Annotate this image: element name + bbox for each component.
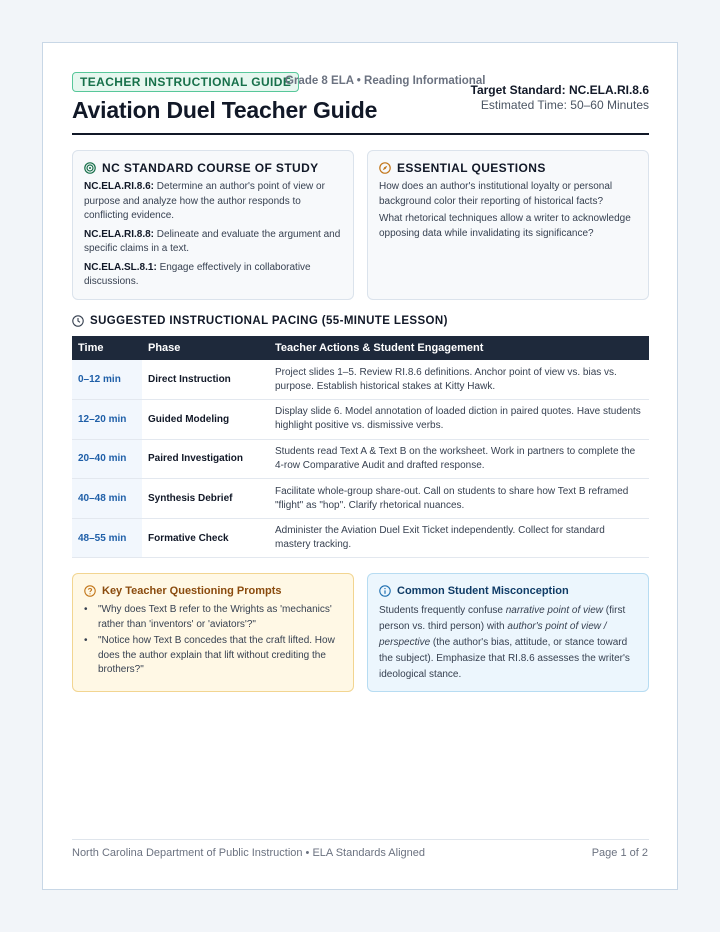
misconception-card: [367, 573, 649, 692]
column-header-actions: Teacher Actions & Student Engagement: [269, 336, 649, 360]
questions-heading: [379, 161, 546, 175]
phase-cell: Direct Instruction: [142, 360, 269, 400]
misconception-term: author's point of view / perspective: [379, 621, 607, 648]
column-header-phase: Phase: [142, 336, 269, 360]
misconception-text: [379, 603, 634, 683]
action-cell: Students read Text A & Text B on the worksheet. Work in partners to complete the 4-row Comparative Audit and drafted response.: [269, 439, 649, 479]
misconception-heading: [379, 585, 569, 597]
pacing-heading-text: SUGGESTED INSTRUCTIONAL PACING (55-MINUTE LESSON): [90, 315, 448, 327]
page-title: Aviation Duel Teacher Guide: [72, 97, 378, 123]
essential-question: What rhetorical techniques allow a writer to acknowledge opposing data while invalidating its significance?: [379, 213, 631, 239]
action-cell: Administer the Aviation Duel Exit Ticket independently. Collect for standard mastery tracking.: [269, 518, 649, 558]
standard-text: Determine an author's point of view or purpose and analyze how the author responds to conflicting evidence.: [84, 181, 325, 221]
prompts-heading: [84, 585, 282, 597]
page-header: [72, 71, 649, 135]
phase-cell: Formative Check: [142, 518, 269, 558]
list-item: • "Why does Text B refer to the Wrights as 'mechanics' rather than 'inventors' or 'aviators'?": [84, 603, 339, 632]
questioning-prompts-card: [72, 573, 354, 692]
essential-question: How does an author's institutional loyalty or personal background color their reporting of historical facts?: [379, 181, 613, 207]
phase-cell: Synthesis Debrief: [142, 479, 269, 519]
phase-cell: Guided Modeling: [142, 400, 269, 440]
table-row: [72, 518, 649, 558]
time-cell: 48–55 min: [72, 518, 142, 558]
estimated-time: Estimated Time: 50–60 Minutes: [480, 98, 649, 112]
standard-text: Engage effectively in collaborative discussions.: [84, 261, 311, 287]
pacing-table: [72, 336, 649, 558]
action-cell: Facilitate whole-group share-out. Call on students to share how Text B reframed "flight" as "hop". Clarify rhetorical nuances.: [269, 479, 649, 519]
grade-label: Grade 8 ELA • Reading Informational: [285, 75, 486, 87]
questions-heading-text: ESSENTIAL QUESTIONS: [397, 161, 546, 175]
standards-card: [72, 150, 354, 300]
essential-questions-card: [367, 150, 649, 300]
table-header-row: [72, 336, 649, 360]
misconception-text-part: (the author's bias, attitude, or stance toward the subject). Emphasize that RI.8.6 assesses the writer's ideological stance.: [379, 637, 630, 680]
column-header-time: Time: [72, 336, 142, 360]
page-number: Page 1 of 2: [591, 847, 648, 859]
standards-heading: [84, 161, 319, 175]
action-cell: Display slide 6. Model annotation of loaded diction in paired quotes. Have students highlight positive vs. dismissive verbs.: [269, 400, 649, 440]
list-item: • "Notice how Text B concedes that the craft lifted. How does the author explain that lift without crediting the brothers?": [84, 634, 339, 678]
standard-item: [84, 261, 341, 290]
misconception-text-part: Students frequently confuse: [379, 605, 506, 616]
target-icon: [84, 162, 96, 174]
header-divider: [72, 133, 649, 135]
clock-icon: [72, 315, 84, 327]
time-cell: 0–12 min: [72, 360, 142, 400]
time-cell: 20–40 min: [72, 439, 142, 479]
standard-item: [84, 228, 341, 257]
table-row: [72, 479, 649, 519]
action-cell: Project slides 1–5. Review RI.8.6 definitions. Anchor point of view vs. bias vs. purpose. Establish historical stakes at Kitty Hawk.: [269, 360, 649, 400]
target-standard: Target Standard: NC.ELA.RI.8.6: [470, 83, 649, 97]
guide-type-badge: TEACHER INSTRUCTIONAL GUIDE: [72, 72, 299, 92]
question-icon: [84, 585, 96, 597]
standard-code: NC.ELA.RI.8.6:: [84, 181, 155, 192]
pacing-heading: [72, 315, 448, 327]
prompts-list: [84, 603, 339, 680]
misconception-heading-text: Common Student Misconception: [397, 585, 569, 597]
standard-item: [84, 180, 341, 224]
footer-source: North Carolina Department of Public Instruction • ELA Standards Aligned: [72, 847, 425, 859]
standard-text: Delineate and evaluate the argument and specific claims in a text.: [84, 228, 341, 254]
footer-divider: [72, 839, 649, 840]
standards-heading-text: NC STANDARD COURSE OF STUDY: [102, 161, 319, 175]
table-row: [72, 360, 649, 400]
misconception-text-part: (first person vs. third person) with: [379, 605, 626, 632]
table-row: [72, 400, 649, 440]
prompts-heading-text: Key Teacher Questioning Prompts: [102, 585, 282, 597]
time-cell: 40–48 min: [72, 479, 142, 519]
questions-list: [379, 180, 636, 245]
guide-page: [42, 42, 678, 890]
phase-cell: Paired Investigation: [142, 439, 269, 479]
standards-list: [84, 180, 341, 294]
time-cell: 12–20 min: [72, 400, 142, 440]
table-row: [72, 439, 649, 479]
misconception-term: narrative point of view: [505, 605, 604, 616]
standard-code: NC.ELA.SL.8.1:: [84, 261, 157, 273]
standard-code: NC.ELA.RI.8.8:: [84, 228, 155, 240]
info-icon: [379, 585, 391, 597]
compass-icon: [379, 162, 391, 174]
